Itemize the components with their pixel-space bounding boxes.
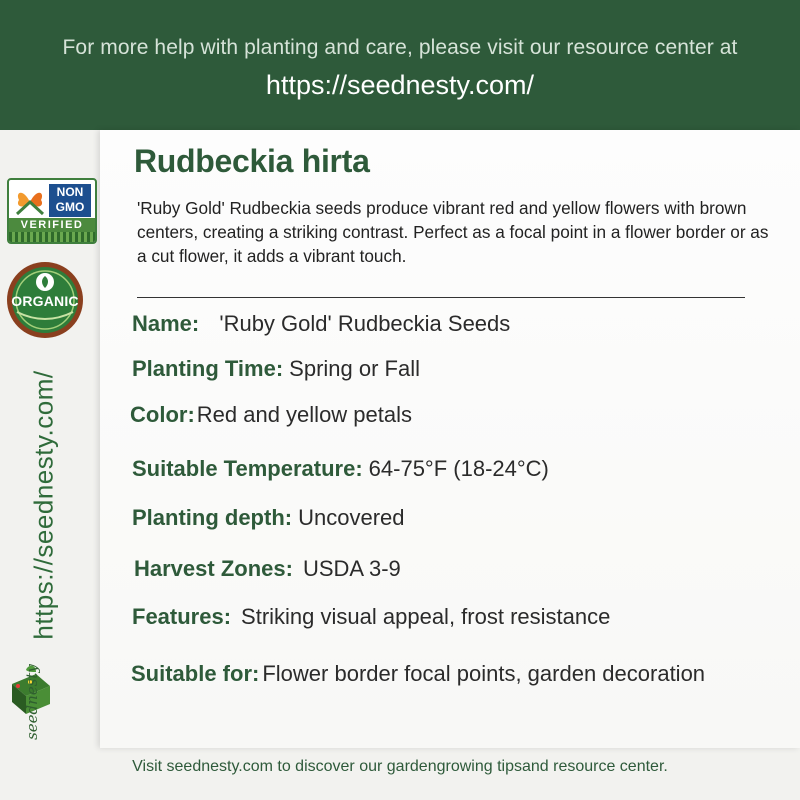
detail-row-planting-time	[132, 356, 420, 382]
detail-row-planting-depth	[132, 505, 404, 531]
detail-value: Red and yellow petals	[196, 402, 413, 427]
non-gmo-badge	[7, 178, 97, 244]
gmo-label: GMO	[55, 200, 85, 214]
verified-label: VERIFIED	[9, 218, 95, 232]
organic-label: ORGANIC	[11, 293, 79, 309]
banner-help-text: For more help with planting and care, please visit our resource center at	[62, 36, 738, 59]
detail-value: 'Ruby Gold' Rudbeckia Seeds	[219, 311, 511, 336]
detail-label: Features:	[132, 604, 232, 629]
detail-row-color	[130, 402, 412, 428]
detail-value: Uncovered	[298, 505, 405, 530]
grass-decoration	[9, 232, 95, 242]
detail-value: 64-75°F (18-24°C)	[368, 456, 549, 481]
banner-url-link[interactable]: https://seednesty.com/	[265, 70, 535, 100]
detail-label: Harvest Zones:	[134, 556, 293, 581]
non-gmo-text	[49, 184, 91, 217]
vertical-url-text: https://seednesty.com/	[28, 370, 59, 640]
logo-text: seednesty	[23, 664, 41, 740]
detail-value: Flower border focal points, garden decoration	[262, 661, 706, 686]
detail-row-suitable-for	[131, 661, 705, 687]
organic-badge	[5, 260, 85, 340]
detail-row-temperature	[132, 456, 549, 482]
detail-label: Suitable for:	[131, 661, 260, 686]
detail-row-name	[132, 311, 510, 337]
detail-label: Name:	[132, 311, 200, 336]
detail-value: Spring or Fall	[289, 356, 421, 381]
detail-label: Planting Time:	[132, 356, 284, 381]
detail-label: Suitable Temperature:	[132, 456, 363, 481]
detail-label: Planting depth:	[132, 505, 293, 530]
product-description: 'Ruby Gold' Rudbeckia seeds produce vibrant red and yellow flowers with brown centers, creating a striking contrast. Perfect as a focal point in a flower border or as a cut flower, it adds a vibrant touch.	[137, 198, 769, 266]
butterfly-icon	[13, 184, 47, 218]
product-title: Rudbeckia hirta	[134, 143, 370, 179]
footer-note: Visit seednesty.com to discover our gardengrowing tipsand resource center.	[132, 758, 668, 775]
detail-label: Color:	[130, 402, 195, 427]
top-banner	[0, 0, 800, 130]
detail-row-harvest-zones	[134, 556, 401, 582]
detail-row-features	[132, 604, 610, 630]
non-label: NON	[56, 185, 84, 199]
detail-value: USDA 3-9	[302, 556, 401, 581]
divider	[137, 297, 745, 298]
detail-value: Striking visual appeal, frost resistance	[241, 604, 611, 629]
